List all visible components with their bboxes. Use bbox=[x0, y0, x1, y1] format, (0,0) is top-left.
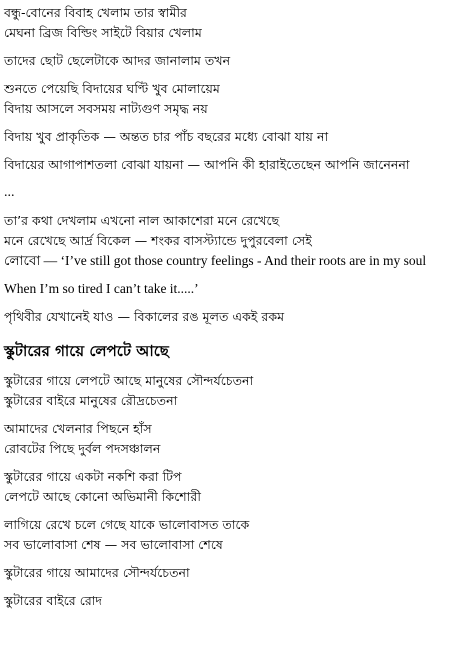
poem-line: সব ভালোবাসা শেষ — সব ভালোবাসা শেষে bbox=[4, 537, 223, 552]
poem-title: স্কুটারের গায়ে লেপটে আছে bbox=[4, 342, 169, 360]
poem-line: বিদায় খুব প্রাকৃতিক — অন্তত চার পাঁচ বছরের মধ্যে বোঝা যায় না bbox=[4, 129, 329, 144]
song-quote: লোবো — ‘I’ve still got those country feelings - And their roots are in my soul bbox=[4, 253, 427, 268]
poem-line: বিদায়ের আগাপাশতলা বোঝা যায়না — আপনি কী হারাইতেছেন আপনি জানেননা bbox=[4, 157, 410, 172]
poem-line: বন্ধু-বোনের বিবাহ খেলাম তার স্বামীর bbox=[4, 5, 187, 20]
poem-line: লাগিয়ে রেখে চলে গেছে যাকে ভালোবাসত তাকে bbox=[4, 517, 250, 532]
poem-line: বিদায় আসলে সবসময় নাট্যগুণ সমৃদ্ধ নয় bbox=[4, 101, 208, 116]
poem-line: রোবটের পিছে দুর্বল পদসঞ্চালন bbox=[4, 441, 161, 456]
poem-line: স্কুটারের গায়ে একটা নকশি করা টিপ bbox=[4, 469, 182, 484]
poem-line: স্কুটারের গায়ে আমাদের সৌন্দর্যচেতনা bbox=[4, 565, 190, 580]
poem-line: লেপটে আছে কোনো অভিমানী কিশোরী bbox=[4, 489, 201, 504]
poem-line: তাদের ছোট ছেলেটাকে আদর জানালাম তখন bbox=[4, 53, 231, 68]
poem-line: মেঘনা ব্রিজ বিল্ডিং সাইটে বিয়ার খেলাম bbox=[4, 25, 202, 40]
poem-line: মনে রেখেছে আর্দ্র বিকেল — শংকর বাসস্ট্যান্ডে দুপুরবেলা সেই bbox=[4, 233, 312, 248]
ellipsis: ... bbox=[4, 185, 15, 200]
poem-line: স্কুটারের বাইরে রোদ bbox=[4, 593, 103, 608]
poem-line: শুনতে পেয়েছি বিদায়ের ঘণ্টি খুব মোলায়েম bbox=[4, 81, 220, 96]
poem-line: পৃথিবীর যেখানেই যাও — বিকালের রঙ মূলত একই রকম bbox=[4, 309, 285, 324]
poem-line: আমাদের খেলনার পিছনে হাঁস bbox=[4, 421, 152, 436]
poem-line: স্কুটারের গায়ে লেপটে আছে মানুষের সৌন্দর্যচেতনা bbox=[4, 373, 254, 388]
poem-line: স্কুটারের বাইরে মানুষের রৌদ্রচেতনা bbox=[4, 393, 178, 408]
poem-line: তা’র কথা দেখলাম এখনো নাল আকাশেরা মনে রেখেছে bbox=[4, 213, 280, 228]
poem-page bbox=[4, 3, 453, 611]
song-quote-end: When I’m so tired I can’t take it.....’ bbox=[4, 281, 199, 296]
